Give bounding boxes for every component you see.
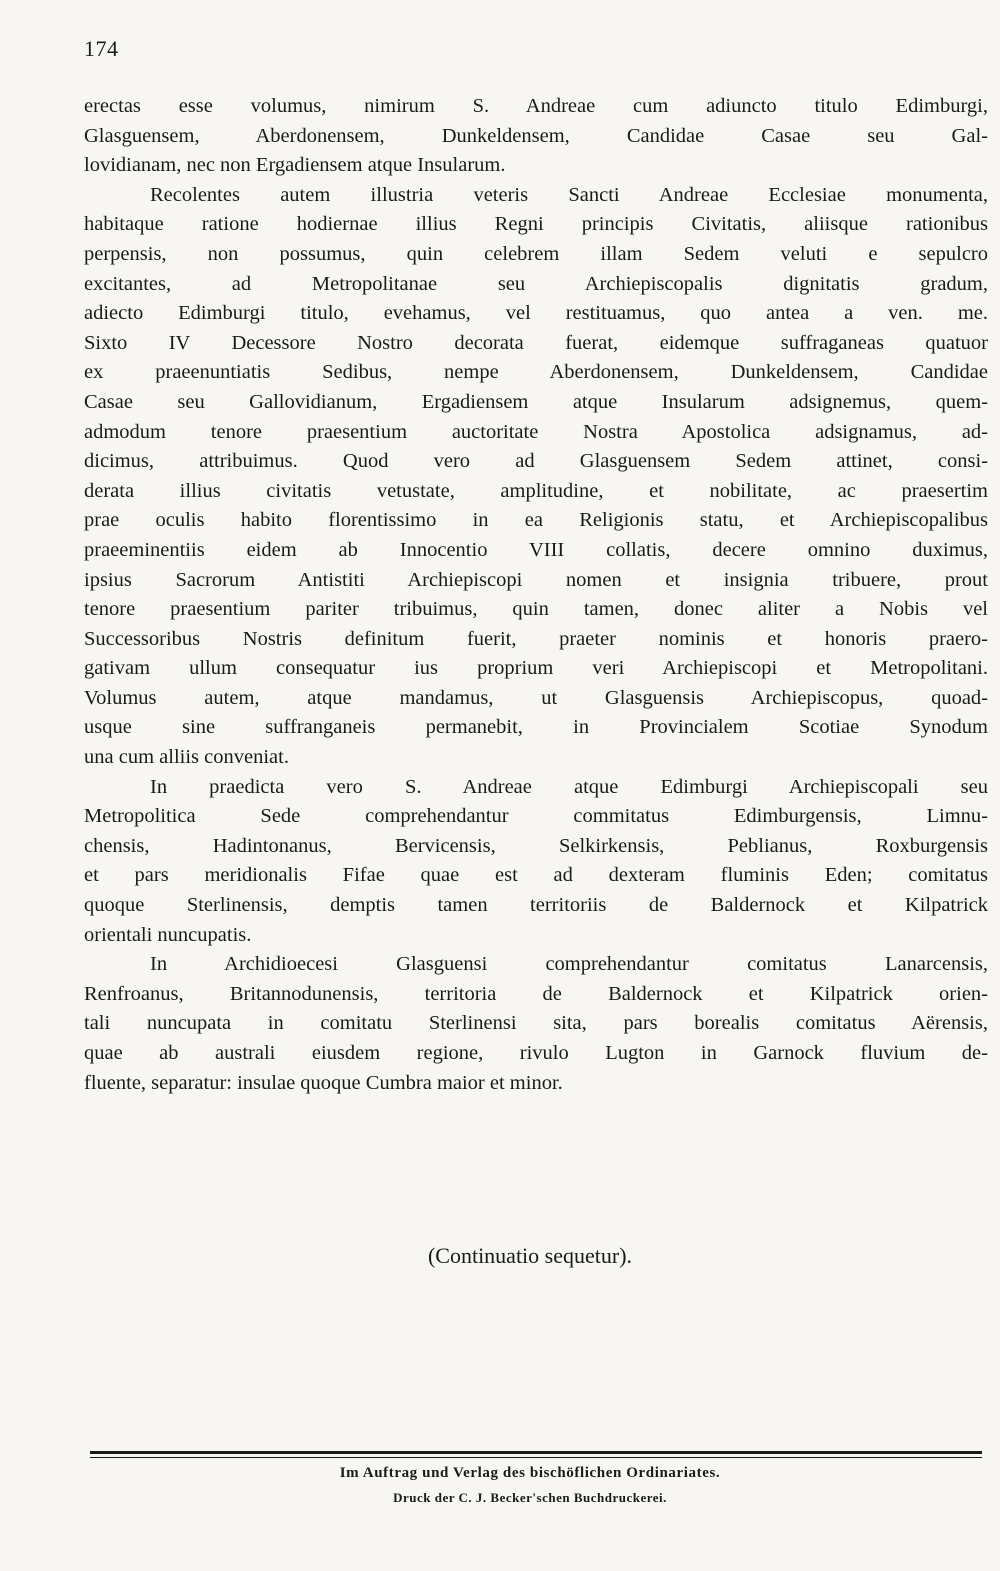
text-line: Glasguensem, Aberdonensem, Dunkeldensem, Candidae Casae seu Gal-: [84, 124, 988, 147]
text-line: orientali nuncupatis.: [84, 923, 252, 946]
imprint-publisher: Im Auftrag und Verlag des bischöflichen Ordinariates.: [339, 1465, 721, 1481]
text-line: ex praeenuntiatis Sedibus, nempe Aberdonensem, Dunkeldensem, Candidae: [84, 361, 988, 384]
footer-rule-thick: [90, 1451, 982, 1454]
text-line: Casae seu Gallovidianum, Ergadiensem atque Insularum adsignemus, quem-: [84, 390, 988, 413]
text-line: adiecto Edimburgi titulo, evehamus, vel restituamus, quo antea a ven. me.: [84, 302, 988, 325]
text-line: Renfroanus, Britannodunensis, territoria de Baldernock et Kilpatrick orien-: [84, 982, 988, 1005]
text-line: gativam ullum consequatur ius proprium veri Archiepiscopi et Metropolitani.: [84, 657, 988, 680]
text-line: una cum alliis conveniat.: [84, 746, 289, 769]
text-line: chensis, Hadintonanus, Bervicensis, Selkirkensis, Peblianus, Roxburgensis: [84, 834, 988, 857]
text-line: habitaque ratione hodiernae illius Regni principis Civitatis, aliisque rationibus: [84, 213, 988, 236]
text-line: Recolentes autem illustria veteris Sancti Andreae Ecclesiae monumenta,: [150, 183, 988, 206]
text-line: Volumus autem, atque mandamus, ut Glasguensis Archiepiscopus, quoad-: [84, 686, 988, 709]
text-line: tenore praesentium pariter tribuimus, quin tamen, donec aliter a Nobis vel: [84, 598, 988, 621]
text-line: usque sine suffranganeis permanebit, in Provincialem Scotiae Synodum: [84, 716, 988, 739]
text-line: Sixto IV Decessore Nostro decorata fuerat, eidemque suffraganeas quatuor: [84, 331, 988, 354]
text-line: excitantes, ad Metropolitanae seu Archiepiscopalis dignitatis gradum,: [84, 272, 988, 295]
text-line: In praedicta vero S. Andreae atque Edimburgi Archiepiscopali seu: [150, 775, 988, 798]
text-line: Metropolitica Sede comprehendantur commitatus Edimburgensis, Limnu-: [84, 805, 988, 828]
text-line: quoque Sterlinensis, demptis tamen territoriis de Baldernock et Kilpatrick: [84, 894, 988, 917]
text-line: perpensis, non possumus, quin celebrem illam Sedem veluti e sepulcro: [84, 242, 988, 265]
text-line: lovidianam, nec non Ergadiensem atque Insularum.: [84, 154, 506, 177]
continuation-note: (Continuatio sequetur).: [427, 1243, 633, 1268]
page-number: 174: [84, 36, 119, 61]
text-line: prae oculis habito florentissimo in ea Religionis statu, et Archiepiscopalibus: [84, 509, 988, 532]
paragraph: [84, 950, 988, 1098]
imprint-printer: Druck der C. J. Becker'schen Buchdruckerei.: [393, 1490, 667, 1505]
body-text: [84, 92, 988, 1098]
text-line: et pars meridionalis Fifae quae est ad dexteram fluminis Eden; comitatus: [84, 864, 988, 887]
paragraph: [84, 92, 988, 181]
text-line: ipsius Sacrorum Antistiti Archiepiscopi nomen et insignia tribuere, prout: [84, 568, 988, 591]
text-line: praeeminentiis eidem ab Innocentio VIII collatis, decere omnino duximus,: [84, 538, 988, 561]
footer-rule-thin: [90, 1457, 982, 1458]
text-line: tali nuncupata in comitatu Sterlinensi sita, pars borealis comitatus Aërensis,: [84, 1012, 988, 1035]
text-line: erectas esse volumus, nimirum S. Andreae cum adiuncto titulo Edimburgi,: [84, 95, 988, 117]
text-line: dicimus, attribuimus. Quod vero ad Glasguensem Sedem attinet, consi-: [84, 450, 988, 473]
paragraph: [84, 773, 988, 951]
text-line: quae ab australi eiusdem regione, rivulo Lugton in Garnock fluvium de-: [84, 1042, 988, 1064]
text-line: In Archidioecesi Glasguensi comprehendantur comitatus Lanarcensis,: [150, 953, 988, 976]
text-line: derata illius civitatis vetustate, amplitudine, et nobilitate, ac praesertim: [84, 479, 988, 502]
text-line: fluente, separatur: insulae quoque Cumbra maior et minor.: [84, 1071, 563, 1094]
text-line: Successoribus Nostris definitum fuerit, praeter nominis et honoris praero-: [84, 627, 988, 650]
paragraph: [84, 181, 988, 773]
text-line: admodum tenore praesentium auctoritate Nostra Apostolica adsignamus, ad-: [84, 420, 988, 443]
